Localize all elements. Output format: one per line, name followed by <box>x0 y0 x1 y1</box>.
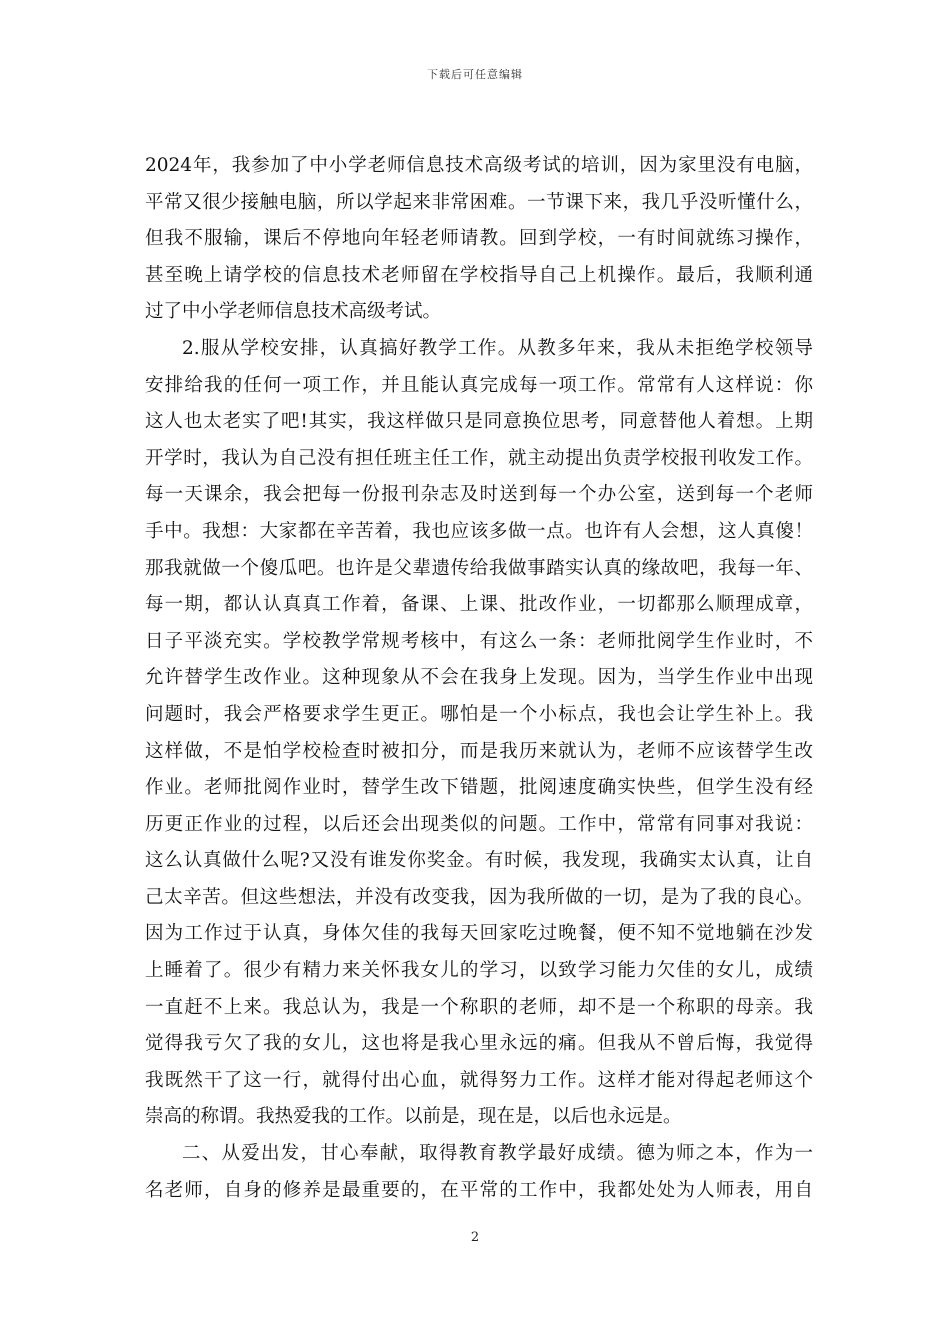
text-line: 甚至晚上请学校的信息技术老师留在学校指导自己上机操作。最后，我顺利通 <box>145 264 813 286</box>
text-line: 一直赶不上来。我总认为，我是一个称职的老师，却不是一个称职的母亲。我 <box>145 996 813 1018</box>
text-line: 上睡着了。很少有精力来关怀我女儿的学习，以致学习能力欠佳的女儿，成绩 <box>145 960 813 982</box>
paragraph-start-line: 二、从爱出发，甘心奉献，取得教育教学最好成绩。德为师之本，作为一 <box>182 1143 813 1165</box>
text-line: 日子平淡充实。学校教学常规考核中，有这么一条：老师批阅学生作业时，不 <box>145 630 813 652</box>
text-line: 名老师，自身的修养是最重要的，在平常的工作中，我都处处为人师表，用自 <box>145 1179 813 1201</box>
text-line: 那我就做一个傻瓜吧。也许是父辈遗传给我做事踏实认真的缘故吧，我每一年、 <box>145 557 813 579</box>
text-line: 历更正作业的过程，以后还会出现类似的问题。工作中，常常有同事对我说： <box>145 813 813 835</box>
text-line: 问题时，我会严格要求学生更正。哪怕是一个小标点，我也会让学生补上。我 <box>145 703 813 725</box>
text-line: 2024年，我参加了中小学老师信息技术高级考试的培训，因为家里没有电脑， <box>145 155 813 176</box>
text-line: 但我不服输，课后不停地向年轻老师请教。回到学校，一有时间就练习操作， <box>145 228 813 250</box>
text-line: 平常又很少接触电脑，所以学起来非常困难。一节课下来，我几乎没听懂什么， <box>145 191 813 213</box>
text-line: 这人也太老实了吧!其实，我这样做只是同意换位思考，同意替他人着想。上期 <box>145 411 813 433</box>
text-line: 开学时，我认为自己没有担任班主任工作，就主动提出负责学校报刊收发工作。 <box>145 447 813 469</box>
text-line: 每一期，都认认真真工作着，备课、上课、批改作业，一切都那么顺理成章， <box>145 594 813 616</box>
page-header: 下载后可任意编辑 <box>427 68 523 81</box>
text-line: 安排给我的任何一项工作，并且能认真完成每一项工作。常常有人这样说：你 <box>145 374 813 396</box>
text-line: 这么认真做什么呢?又没有谁发你奖金。有时候，我发现，我确实太认真，让自 <box>145 850 813 872</box>
page-number: 2 <box>470 1230 480 1245</box>
text-line: 崇高的称谓。我热爱我的工作。以前是，现在是，以后也永远是。 <box>145 1106 682 1128</box>
text-line: 每一天课余，我会把每一份报刊杂志及时送到每一个办公室，送到每一个老师 <box>145 484 813 506</box>
paragraph-start-line: 2.服从学校安排，认真搞好教学工作。从教多年来，我从未拒绝学校领导 <box>182 337 813 359</box>
text-line: 允许替学生改作业。这种现象从不会在我身上发现。因为，当学生作业中出现 <box>145 667 813 689</box>
text-line: 己太辛苦。但这些想法，并没有改变我，因为我所做的一切，是为了我的良心。 <box>145 886 813 908</box>
text-line: 觉得我亏欠了我的女儿，这也将是我心里永远的痛。但我从不曾后悔，我觉得 <box>145 1033 813 1055</box>
document-body <box>145 148 813 1209</box>
text-line: 作业。老师批阅作业时，替学生改下错题，批阅速度确实快些，但学生没有经 <box>145 777 813 799</box>
text-line: 我既然干了这一行，就得付出心血，就得努力工作。这样才能对得起老师这个 <box>145 1069 813 1091</box>
text-line: 手中。我想：大家都在辛苦着，我也应该多做一点。也许有人会想，这人真傻！ <box>145 520 813 542</box>
text-line: 过了中小学老师信息技术高级考试。 <box>145 301 442 323</box>
text-line: 因为工作过于认真，身体欠佳的我每天回家吃过晚餐，便不知不觉地躺在沙发 <box>145 923 813 945</box>
text-line: 这样做，不是怕学校检查时被扣分，而是我历来就认为，老师不应该替学生改 <box>145 740 813 762</box>
